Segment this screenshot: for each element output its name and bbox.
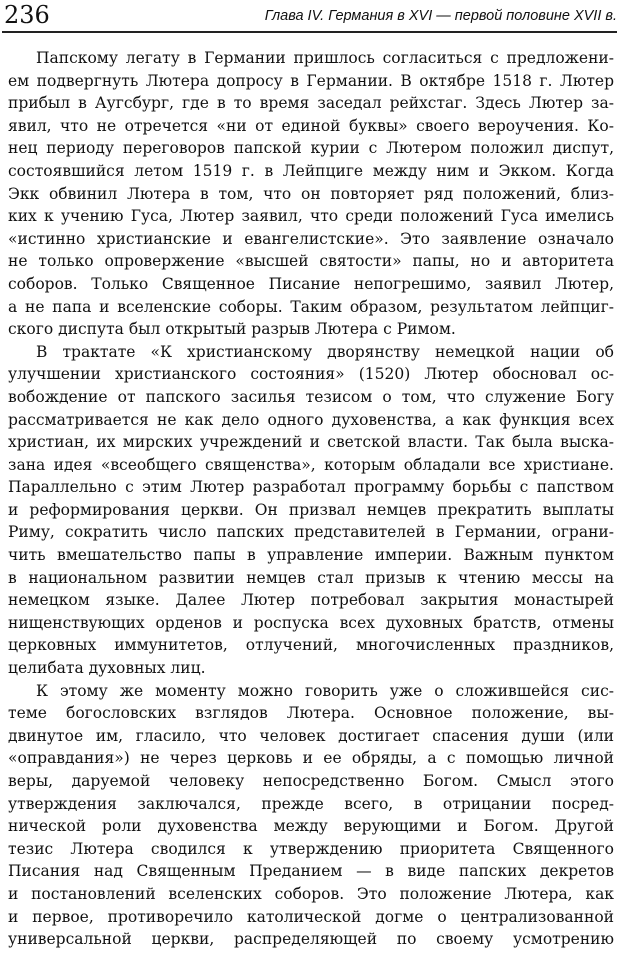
text-line: церковных иммунитетов, отлучений, многочисленных праздников, <box>8 636 614 655</box>
text-line: улучшении христианского состояния» (1520) Лютер обосновал ос- <box>8 365 614 384</box>
text-line: Риму, сократить число папских представителей в Германии, ограни- <box>8 523 614 542</box>
page-header <box>4 2 617 28</box>
text-line: нищенствующих орденов и роспуска всех духовных братств, отмены <box>8 613 614 632</box>
text-line: ского диспута был открытый разрыв Лютера с Римом. <box>8 320 456 339</box>
header-rule <box>2 31 617 33</box>
text-line: веры, даруемой человеку непосредственно Богом. Смысл этого <box>8 772 614 790</box>
text-line: Экк обвинил Лютера в том, что он повторяет ряд положений, близ- <box>8 184 614 203</box>
text-line: целибата духовных лиц. <box>8 659 206 678</box>
text-line: тезис Лютера сводился к утверждению приоритета Священного <box>8 839 614 858</box>
text-line: зана идея «всеобщего священства», которым обладали все христиане. <box>8 455 614 474</box>
text-line: теме богословских взглядов Лютера. Основное положение, вы- <box>8 704 614 723</box>
text-line: и постановлений вселенских соборов. Это положение Лютера, как <box>8 884 614 903</box>
text-line: не только опровержение «высшей святости» папы, но и авторитета <box>8 252 614 271</box>
page-number: 236 <box>4 1 50 29</box>
text-line: рассматривается не как дело одного духовенства, а как функция всех <box>8 410 614 429</box>
text-line: ем подвергнуть Лютера допросу в Германии. В октябре 1518 г. Лютер <box>8 71 614 90</box>
text-line: нец периоду переговоров папской курии с Лютером положил диспут, <box>8 139 614 158</box>
text-line: и реформирования церкви. Он призвал немцев прекратить выплаты <box>8 500 614 519</box>
text-line: универсальной церкви, распределяющей по своему усмотрению <box>8 930 614 949</box>
text-line: «оправдания») не через церковь и ее обряды, а с помощью личной <box>8 749 614 768</box>
text-line: вобождение от папского засилья тезисом о том, что служение Богу <box>8 387 614 406</box>
text-line: Папскому легату в Германии пришлось согласиться с предложени- <box>36 49 614 67</box>
text-line: явил, что не отречется «ни от единой буквы» своего вероучения. Ко- <box>8 116 614 135</box>
text-line: соборов. Только Священное Писание непогрешимо, заявил Лютер, <box>8 274 614 293</box>
text-line: прибыл в Аугсбург, где в то время заседал рейхстаг. Здесь Лютер за- <box>8 94 614 113</box>
text-line: в национальном развитии немцев стал призыв к чтению мессы на <box>8 568 614 587</box>
text-line: нической роли духовенства между верующими и Богом. Другой <box>8 817 614 836</box>
text-line: Параллельно с этим Лютер разработал программу борьбы с папством <box>8 478 614 497</box>
text-line: «истинно христианские и евангелистские». Это заявление означало <box>8 229 614 248</box>
text-line: и первое, противоречило католической догме о централизованной <box>8 907 614 926</box>
text-line: ких к учению Гуса, Лютер заявил, что среди положений Гуса имелись <box>8 207 614 226</box>
text-line: Писания над Священным Преданием — в виде папских декретов <box>8 862 614 881</box>
text-line: двинутое им, гласило, что человек достигает спасения души (или <box>8 726 614 745</box>
text-line: состоявшийся летом 1519 г. в Лейпциге между ним и Экком. Когда <box>8 161 614 180</box>
text-line: В трактате «К христианскому дворянству немецкой нации об <box>36 342 614 361</box>
running-head: Глава IV. Германия в XVI — первой половине XVII в. <box>264 8 617 24</box>
body-text <box>8 47 614 951</box>
text-line: чить вмешательство папы в управление империи. Важным пунктом <box>8 546 614 565</box>
text-line: а не папа и вселенские соборы. Таким образом, результатом лейпциг- <box>8 297 614 316</box>
text-line: К этому же моменту можно говорить уже о сложившейся сис- <box>36 681 614 700</box>
text-line: немецком языке. Далее Лютер потребовал закрытия монастырей <box>8 591 614 610</box>
text-line: христиан, их мирских учреждений и светской власти. Так была выска- <box>8 433 614 452</box>
text-line: утверждения заключался, прежде всего, в отрицании посред- <box>8 794 614 813</box>
